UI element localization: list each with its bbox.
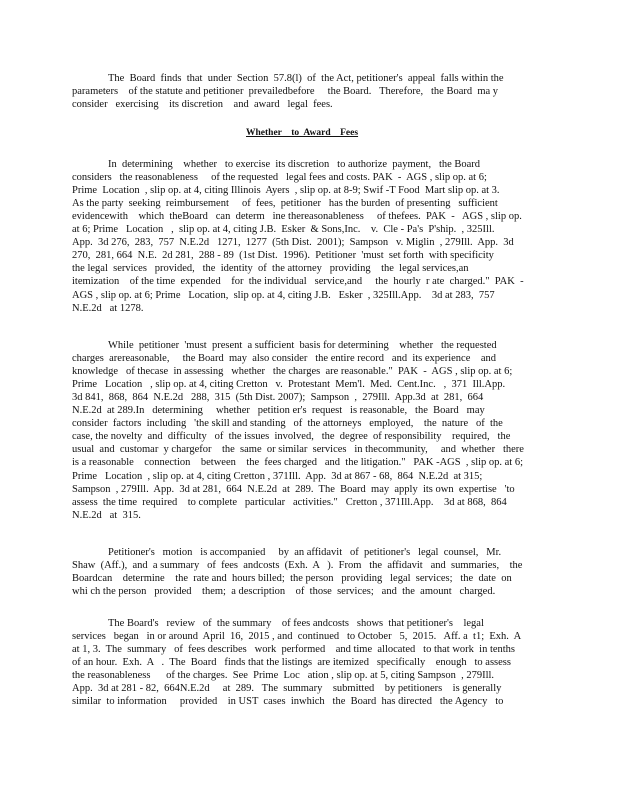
text-line: Petitioner's motion is accompanied by an affidavit of petitioner's legal counsel, Mr. — [108, 547, 502, 558]
text-line: the reasonableness of the charges. See Prime Loc ation , slip op. at 5, citing Sampson , 279Ill. — [72, 670, 495, 682]
text-line: Prime Location , slip op. at 4, citing Cretton , 371Ill. App. 3d at 867 - 68, 864 N.E.2d at 315; — [72, 470, 483, 482]
text-line: assess the time required to complete particular activities." Cretton , 371Ill.App. 3d at 868, 864 — [72, 496, 507, 508]
section-heading: Whether to Award Fees — [246, 128, 359, 138]
text-line: is a reasonable connection between the fees charged and the litigation." PAK -AGS , slip op. at 6; — [72, 457, 524, 469]
text-line: N.E.2d at 315. — [72, 509, 141, 521]
text-line: considers the reasonableness of the requested legal fees and costs. PAK - AGS , slip op. at 6; — [72, 172, 487, 184]
text-line: at 1, 3. The summary of fees describes work performed and time allocated to that work in tenths — [72, 644, 516, 656]
text-line: N.E.2d at 1278. — [72, 302, 144, 314]
text-line: case, the novelty and difficulty of the issues involved, the degree of responsibility required, the — [72, 431, 511, 443]
text-line: In determining whether to exercise its discretion to authorize payment, the Board — [108, 159, 481, 170]
text-line: App. 3d at 281 - 82, 664N.E.2d at 289. The summary submitted by petitioners is generally — [72, 683, 502, 695]
text-line: the legal services provided, the identity of the attorney providing the legal services,an — [72, 263, 469, 275]
text-line: charges arereasonable, the Board may also consider the entire record and its experience and — [72, 353, 497, 365]
text-line: App. 3d 276, 283, 757 N.E.2d 1271, 1277 (5th Dist. 2001); Sampson v. Miglin , 279Ill. App. 3d — [72, 237, 514, 249]
text-line: Shaw (Aff.), and a summary of fees andcosts (Exh. A ). From the affidavit and summaries, the — [72, 560, 523, 572]
text-line: 3d 841, 868, 864 N.E.2d 288, 315 (5th Dist. 2007); Sampson , 279Ill. App.3d at 281, 664 — [72, 392, 484, 404]
text-line: services began in or around April 16, 2015 , and continued to October 5, 2015. Aff. a t1; Exh. A — [72, 631, 522, 643]
text-line: parameters of the statute and petitioner prevailedbefore the Board. Therefore, the Board ma y — [72, 86, 499, 98]
text-line: whi ch the person provided them; a description of those services; and the amount charged. — [72, 586, 496, 598]
text-line: knowledge of thecase in assessing whether the charges are reasonable." PAK - AGS , slip op. at 6; — [72, 366, 513, 378]
text-line: As the party seeking reimbursement of fees, petitioner has the burden of presenting sufficient — [72, 198, 498, 210]
text-line: at 6; Prime Location , slip op. at 4, citing J.B. Esker & Sons,Inc. v. Cle - Pa's P'ship. , 325Ill. — [72, 224, 495, 236]
text-line: The Board's review of the summary of fees andcosts shows that petitioner's legal — [108, 618, 484, 629]
text-line: 270, 281, 664 N.E. 2d 281, 288 - 89 (1st Dist. 1996). Petitioner 'must set forth with specificity — [72, 250, 494, 262]
text-line: consider factors including 'the skill and standing of the attorneys employed, the nature of the — [72, 418, 503, 430]
text-line: usual and customar y chargefor the same or similar services in thecommunity, and whether there — [72, 444, 524, 456]
text-line: AGS , slip op. at 6; Prime Location, slip op. at 4, citing J.B. Esker , 325Ill.App. 3d at 283, 757 — [72, 289, 495, 301]
text-line: Sampson , 279Ill. App. 3d at 281, 664 N.E.2d at 289. The Board may apply its own expertise 'to — [72, 483, 515, 495]
text-line: Prime Location , slip op. at 4, citing Cretton v. Protestant Mem'l. Med. Cent.Inc. , 371 Ill.App. — [72, 379, 506, 391]
text-line: While petitioner 'must present a sufficient basis for determining whether the requested — [108, 340, 497, 351]
text-line: Prime Location , slip op. at 4, citing Illinois Ayers , slip op. at 8-9; Swif -T Food Mart slip op. at 3. — [72, 185, 500, 197]
text-line: Boardcan determine the rate and hours billed; the person providing legal services; the date on — [72, 573, 512, 585]
text-line: of an hour. Exh. A . The Board finds that the listings are itemized specifically enough to assess — [72, 657, 511, 669]
text-line: evidencewith which theBoard can determ ine thereasonableness of thefees. PAK - AGS , slip op. — [72, 211, 522, 223]
text-line: itemization of the time expended for the individual service,and the hourly r ate charged." PAK - — [72, 276, 524, 288]
text-line: N.E.2d at 289.In determining whether petition er's request is reasonable, the Board may — [72, 405, 485, 417]
text-line: The Board finds that under Section 57.8(l) of the Act, petitioner's appeal falls within the — [108, 73, 504, 84]
text-line: consider exercising its discretion and award legal fees. — [72, 99, 333, 111]
text-line: similar to information provided in UST cases inwhich the Board has directed the Agency to — [72, 696, 504, 708]
